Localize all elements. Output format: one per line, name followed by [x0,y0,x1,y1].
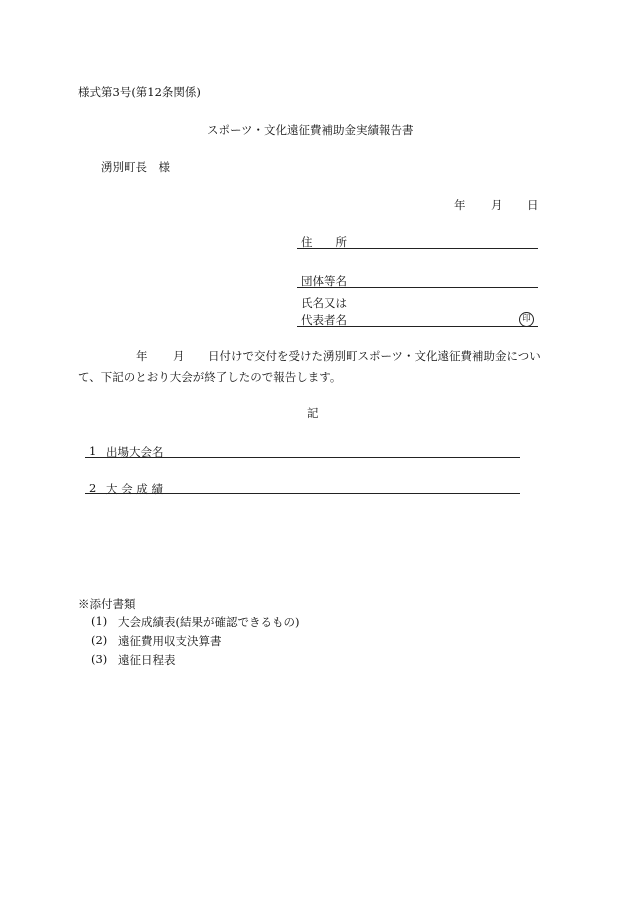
item-1-number: 1 [89,444,97,458]
name-label-line1: 氏名又は [301,296,347,310]
item-2-underline [85,493,520,494]
attachment-2-text: 遠征費用収支決算書 [118,634,222,648]
date-day-label: 日 [527,198,539,212]
body-date-year: 年 [136,349,148,363]
attachment-3-text: 遠征日程表 [118,653,176,667]
attachment-1-number: (1) [91,614,108,628]
seal-mark-icon: 印 [519,312,534,327]
addressee: 湧別町長 様 [101,160,170,174]
attachment-1-text: 大会成績表(結果が確認できるもの) [118,615,300,629]
form-number: 様式第3号(第12条関係) [78,85,201,99]
date-year-label: 年 [454,198,466,212]
attachments-heading: ※添付書類 [78,597,136,611]
representative-underline [297,326,538,327]
date-month-label: 月 [491,198,503,212]
address-underline [297,248,538,249]
item-1-underline [85,457,520,458]
body-line1: 日付けで交付を受けた湧別町スポーツ・文化遠征費補助金につい [208,349,541,363]
name-label-line2: 代表者名 [301,313,347,327]
item-2-label: 大 会 成 績 [106,482,163,496]
group-name-underline [297,287,538,288]
address-label: 住 所 [301,235,347,249]
item-2-number: 2 [89,481,97,495]
attachment-3-number: (3) [91,652,108,666]
body-line2: て、下記のとおり大会が終了したので報告します。 [78,370,342,384]
group-name-label: 団体等名 [301,274,347,288]
ki-heading: 記 [307,406,319,420]
document-title: スポーツ・文化遠征費補助金実績報告書 [207,123,414,137]
body-date-month: 月 [173,349,185,363]
attachment-2-number: (2) [91,633,108,647]
item-1-label: 出場大会名 [106,445,164,459]
